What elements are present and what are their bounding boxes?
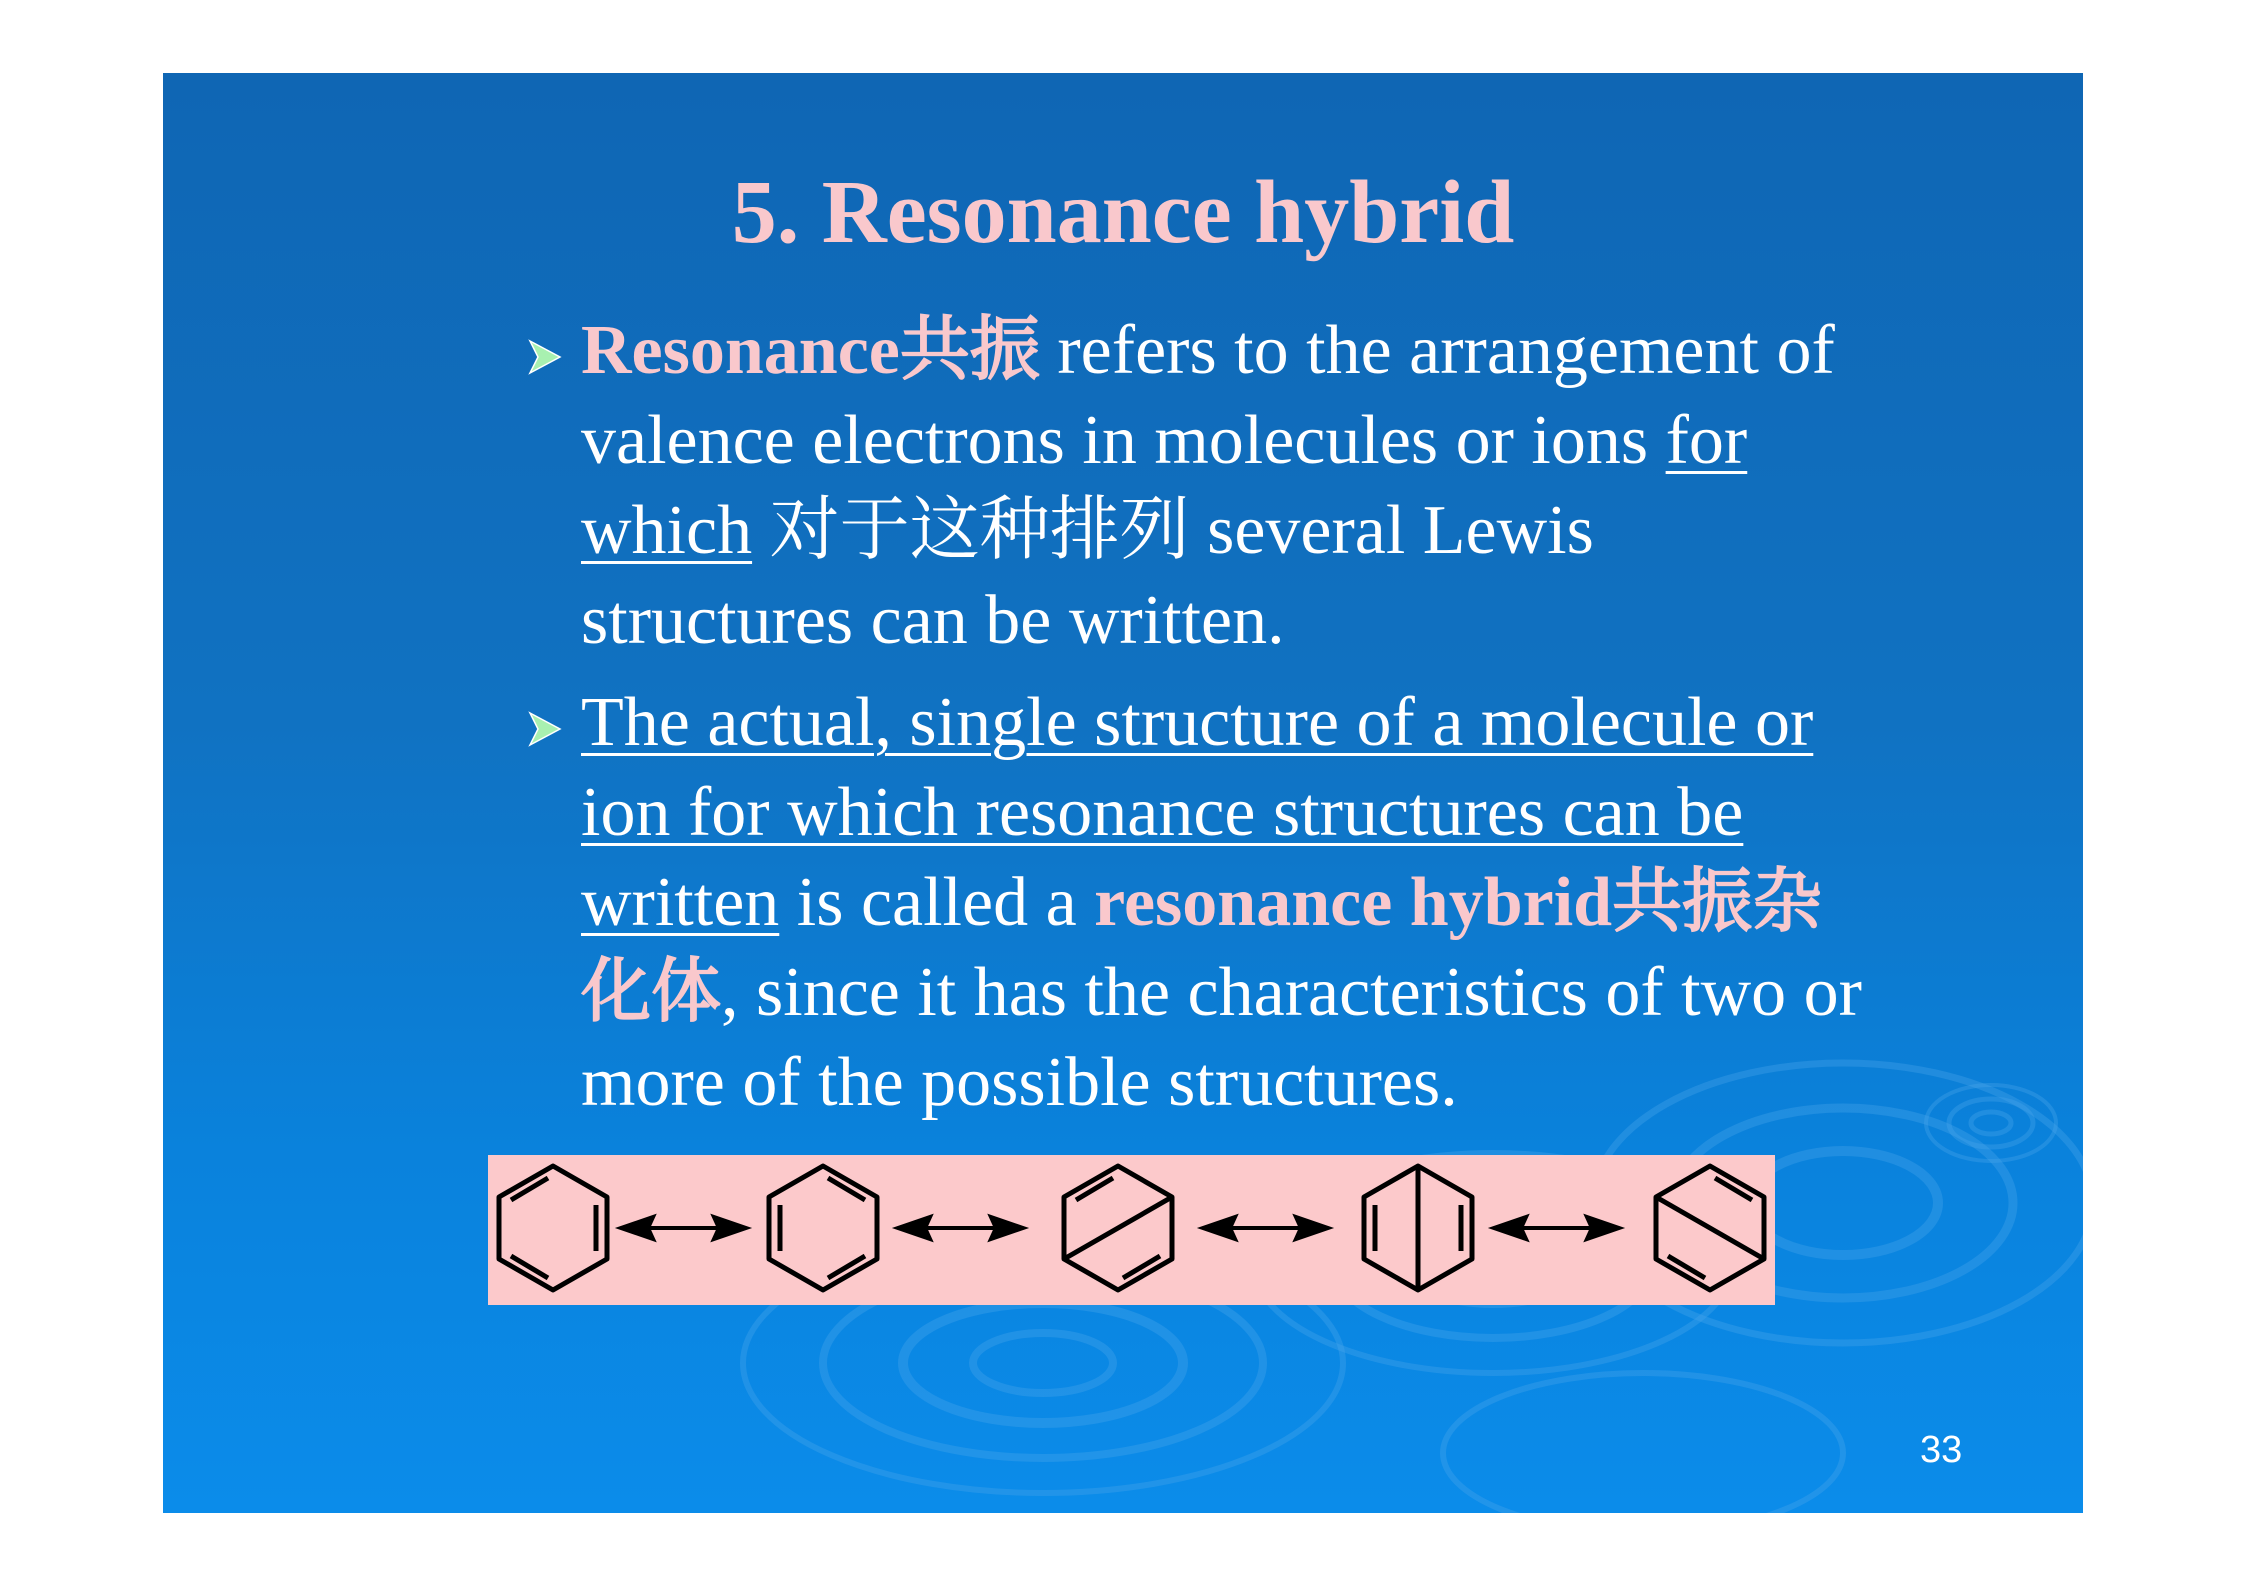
benzene-dewar-3-icon [1656, 1166, 1764, 1290]
resonance-structures-figure [488, 1155, 1775, 1305]
resonance-structures-diagram [488, 1155, 1775, 1305]
bullet-text: refers to the arrangement of valence electrons in molecules or ions [581, 312, 1835, 479]
underlined-phrase: The actual, single structure of a molecule or ion for which resonance structures can be written [581, 684, 1814, 941]
bullet-text: , since it has the characteristics of two or more of the possible structures. [581, 954, 1862, 1121]
double-headed-arrow-icon [1494, 1217, 1619, 1239]
double-headed-arrow-icon [621, 1217, 746, 1239]
bullet-text: is called a [779, 864, 1095, 941]
bullet-resonance [346, 306, 1866, 666]
double-headed-arrow-icon [898, 1217, 1023, 1239]
benzene-kekule-1-icon [499, 1166, 607, 1290]
page-number: 33 [1920, 1429, 1963, 1471]
bullet-resonance-hybrid [346, 678, 1866, 1128]
term-resonance-hybrid: resonance hybrid共振杂化体 [581, 864, 1823, 1031]
benzene-dewar-1-icon [1064, 1166, 1172, 1290]
term-resonance: Resonance共振 [581, 312, 1040, 389]
arrowhead-bullet-icon [526, 338, 564, 376]
benzene-kekule-2-icon [769, 1166, 877, 1290]
slide-title: 5. Resonance hybrid [731, 163, 1515, 262]
slide [163, 73, 2083, 1513]
underlined-phrase: for which [581, 402, 1748, 569]
bullet-text: 对于这种排列 several Lewis structures can be written. [581, 492, 1594, 659]
arrowhead-bullet-icon [526, 710, 564, 748]
benzene-dewar-2-icon [1364, 1166, 1472, 1290]
double-headed-arrow-icon [1203, 1217, 1328, 1239]
